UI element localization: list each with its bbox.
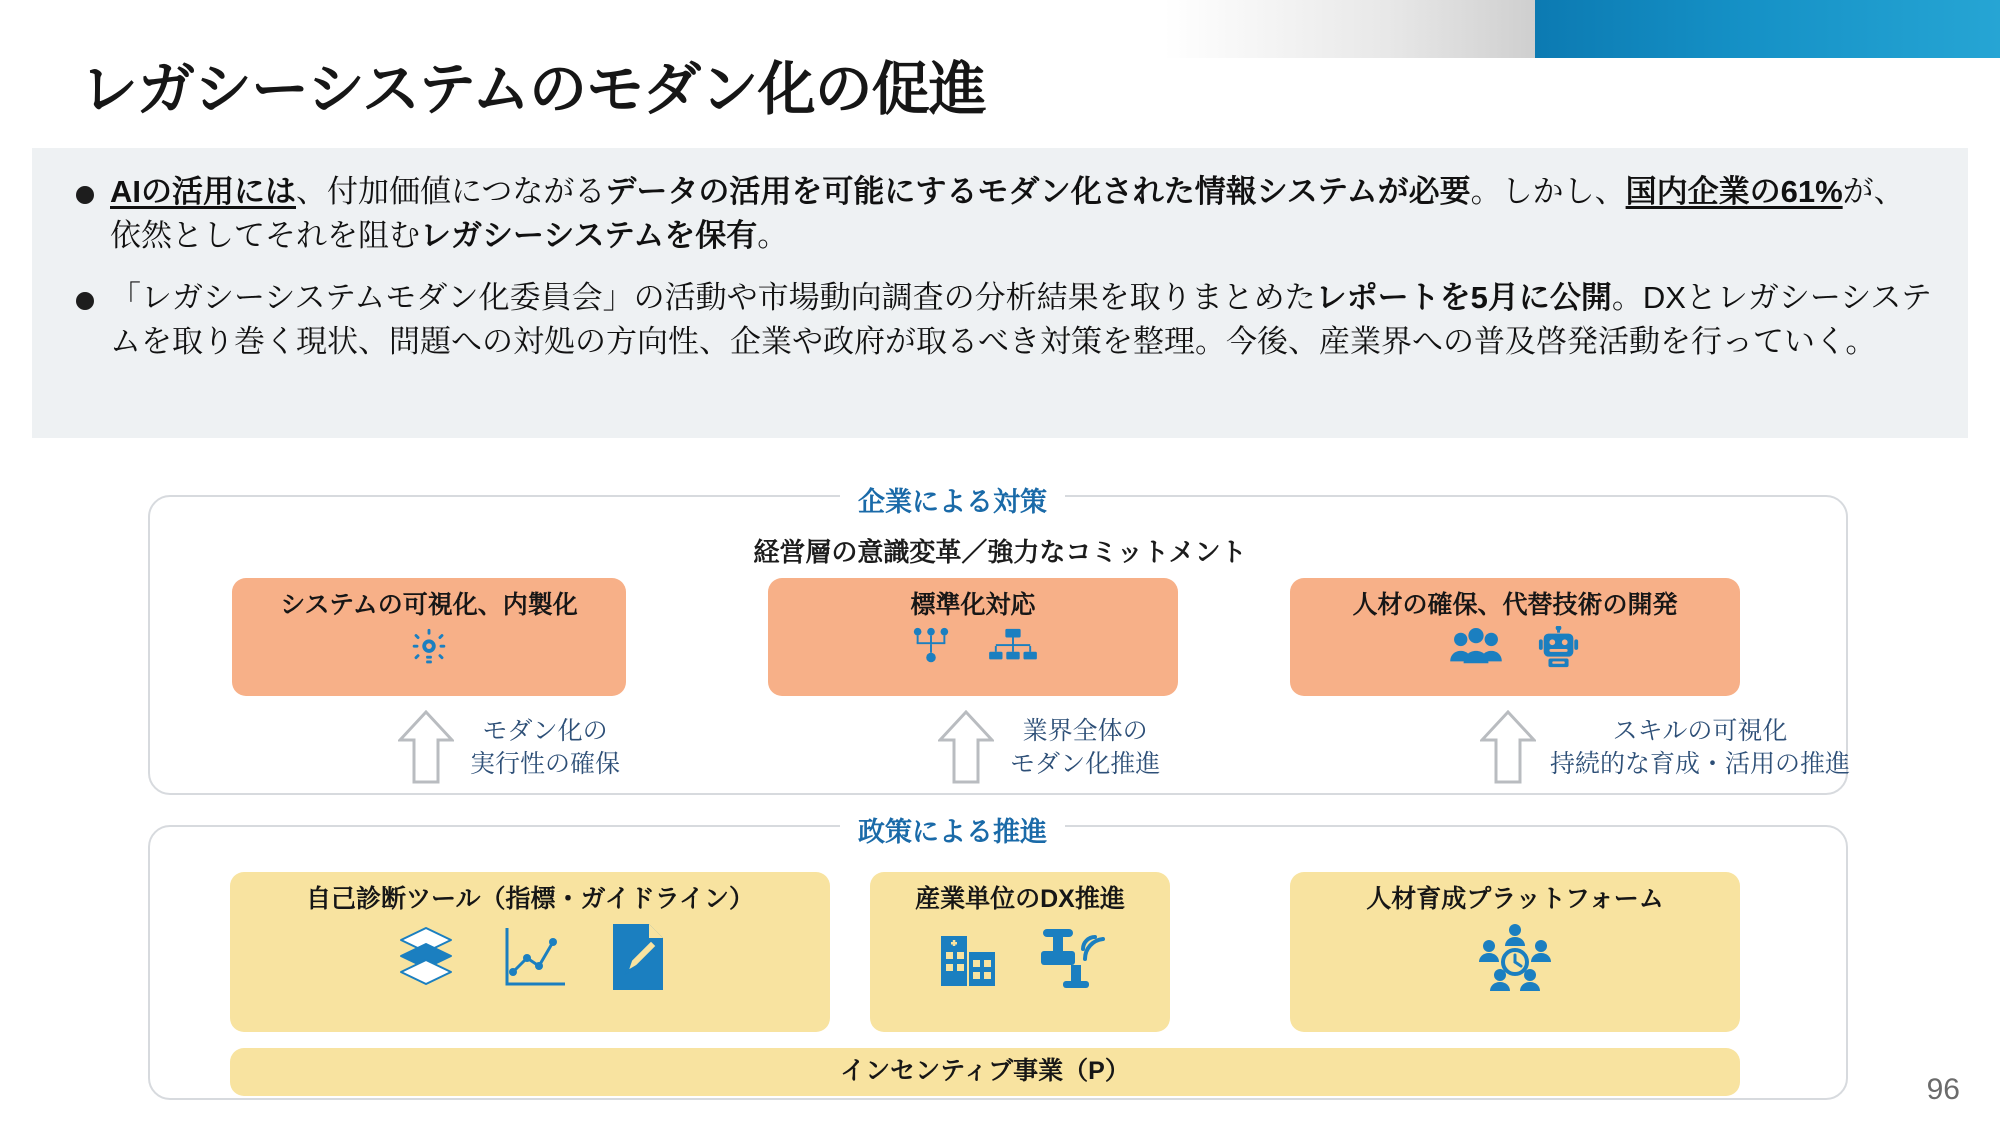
- arrow-label-3: [1550, 715, 1850, 780]
- decoration-gradient: [1040, 0, 1535, 58]
- measures-diagram: [0, 470, 2000, 1125]
- company-measures-panel-label: 企業による対策: [840, 480, 1065, 519]
- policy-measure-card-1-title: 自己診断ツール（指標・ガイドライン）: [305, 885, 754, 913]
- org-tree-icon: [988, 626, 1038, 668]
- company-measure-card-3: [1290, 578, 1740, 696]
- arrow-label-2-line2: モダン化推進: [1010, 749, 1161, 778]
- summary-bullet-2-text: [110, 276, 1934, 364]
- company-measure-card-3-title: 人材の確保、代替技術の開発: [1352, 591, 1678, 619]
- bullet1-segment-8: 。: [757, 218, 789, 254]
- policy-measure-card-3-title: 人材育成プラットフォーム: [1366, 885, 1664, 913]
- robot-icon: [1537, 626, 1581, 670]
- arrow-label-2: [1010, 715, 1160, 780]
- layers-box-icon: [389, 920, 463, 994]
- company-measure-card-2: [768, 578, 1178, 696]
- policy-measure-card-1: [230, 872, 830, 1032]
- policy-measure-card-2: [870, 872, 1170, 1032]
- summary-bullet-1: [66, 170, 1934, 258]
- arrow-up-3-icon: [1480, 710, 1536, 784]
- policy-measures-panel-label: 政策による推進: [840, 810, 1065, 849]
- company-measure-card-2-title: 標準化対応: [910, 591, 1036, 619]
- bullet1-segment-7: レガシーシステムを保有: [420, 218, 758, 254]
- management-commitment-subhead: 経営層の意識変革／強力なコミットメント: [753, 537, 1247, 567]
- policy-measure-card-2-title: 産業単位のDX推進: [915, 885, 1125, 913]
- company-measure-card-1: [232, 578, 626, 696]
- arrow-label-1-line1: モダン化の: [482, 717, 608, 745]
- bullet1-segment-2: 、付加価値につながる: [296, 174, 606, 209]
- document-pen-icon: [605, 920, 671, 994]
- bullet-dot-icon: [76, 186, 94, 204]
- company-measure-card-2-icons: [768, 626, 1178, 668]
- arrow-label-3-line1: スキルの可視化: [1612, 717, 1788, 745]
- bullet1-segment-1: AIの活用には: [110, 174, 296, 209]
- iot-valve-icon: [1035, 921, 1105, 989]
- arrow-label-2-line1: 業界全体の: [1022, 717, 1148, 745]
- arrow-label-1-line2: 実行性の確保: [470, 749, 621, 778]
- arrow-up-1-icon: [398, 710, 454, 784]
- company-measure-card-1-title: システムの可視化、内製化: [280, 591, 578, 619]
- factory-icon: [935, 920, 1001, 990]
- chart-scatter-icon: [497, 922, 571, 992]
- bullet1-segment-3: データの活用を可能にするモダン化された情報システムが必要: [605, 174, 1471, 209]
- arrow-label-3-line2: 持続的な育成・活用の推進: [1550, 749, 1851, 778]
- people-gear-icon: [1476, 920, 1554, 992]
- bullet2-segment-1: 「レガシーシステムモダン化委員会」の活動や市場動向調査の分析結果を取りまとめた: [110, 280, 1316, 316]
- company-measure-card-1-icons: [232, 626, 626, 672]
- policy-measure-card-3: [1290, 872, 1740, 1032]
- policy-measure-card-2-icons: [870, 920, 1170, 990]
- policy-measure-card-3-icons: [1290, 920, 1740, 992]
- bullet2-segment-3: 。DXとレガシーシステムを取り巻く現状、問題への対処の方向性、企業や政府が取るべき対策を整理。今後、産業界への普及啓発活動を行っていく。: [110, 280, 1932, 360]
- page-number: 96: [1926, 1073, 1960, 1106]
- header-decoration-bar: [1040, 0, 2000, 58]
- bullet2-segment-2: レポートを5月に公開: [1315, 280, 1612, 316]
- policy-measure-card-1-icons: [230, 920, 830, 994]
- lightbulb-gear-icon: [406, 626, 452, 672]
- bullet1-segment-6: が、依然としてそれを阻む: [110, 174, 1905, 254]
- bullet-dot-icon: [76, 292, 94, 310]
- network-nodes-icon: [908, 626, 954, 668]
- arrow-up-2-icon: [938, 710, 994, 784]
- summary-box: [32, 148, 1968, 438]
- bullet1-segment-5: 国内企業の61%: [1625, 174, 1843, 209]
- arrow-label-1: [470, 715, 620, 780]
- incentive-banner: [230, 1048, 1740, 1096]
- people-group-icon: [1449, 627, 1503, 669]
- page-title: レガシーシステムのモダン化の促進: [80, 57, 986, 122]
- summary-bullet-2: [66, 276, 1934, 364]
- bullet1-segment-4: 。しかし、: [1470, 174, 1626, 209]
- company-measure-card-3-icons: [1290, 626, 1740, 670]
- summary-bullet-1-text: [110, 170, 1934, 258]
- decoration-blue-block: [1535, 0, 2000, 58]
- incentive-banner-title: インセンティブ事業（P）: [840, 1057, 1130, 1085]
